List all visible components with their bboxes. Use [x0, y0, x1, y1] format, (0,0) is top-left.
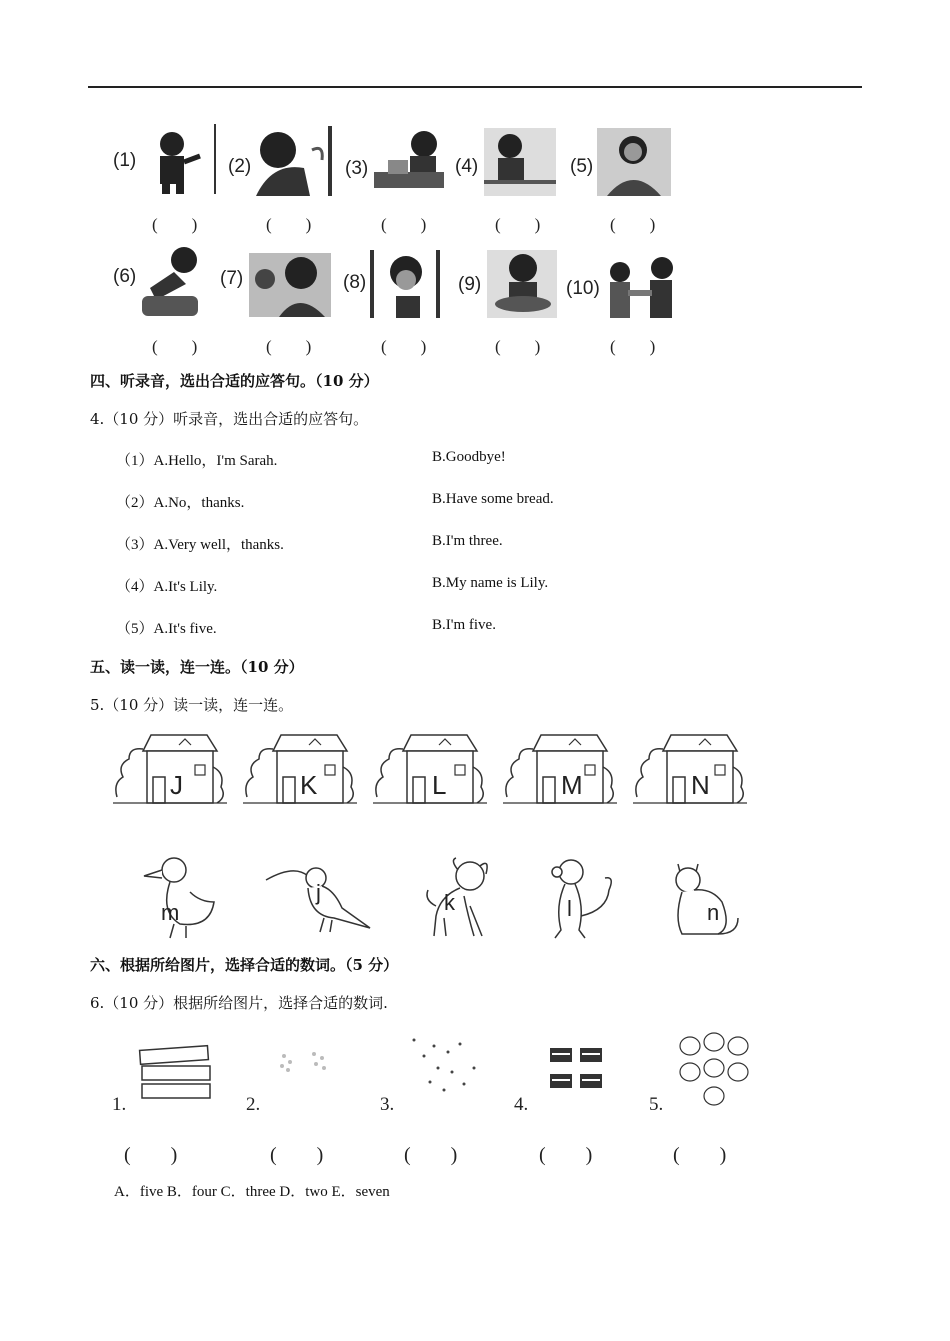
girl-with-plate-picture: [487, 250, 557, 318]
question-5: 5.（10 分）读一读，连一连。: [90, 696, 294, 714]
animal-letter-l[interactable]: l: [567, 896, 572, 921]
pic-label-5: (5): [570, 156, 594, 177]
option-a[interactable]: （4）A.It's Lily.: [116, 579, 218, 595]
answer-blank[interactable]: ( ): [610, 215, 656, 234]
house-letter-l[interactable]: L: [432, 770, 447, 800]
pic-label-8: (8): [343, 272, 367, 293]
pic-label-6: (6): [113, 266, 137, 287]
monkey-picture: [545, 856, 617, 940]
answer-blank[interactable]: ( ): [381, 215, 427, 234]
answer-blank[interactable]: ( ): [673, 1144, 727, 1166]
boy-waving-picture: [249, 253, 331, 317]
boy-at-desk-picture: [374, 128, 456, 196]
picture-number-4: 4.: [514, 1094, 529, 1115]
question-4: 4.（10 分）听录音，选出合适的应答句。: [90, 410, 369, 428]
pic-label-3: (3): [345, 158, 369, 179]
rulers-picture: [138, 1044, 212, 1106]
girl-sitting-picture: [484, 128, 556, 196]
pic-label-2: (2): [228, 156, 252, 177]
section-6-heading: 六、根据所给图片，选择合适的数词。（5 分）: [90, 956, 399, 974]
answer-options: A．five B．four C．three D．two E．seven: [114, 1184, 390, 1200]
boy-bending-picture: [134, 244, 206, 320]
animal-letter-j[interactable]: j: [316, 880, 321, 905]
answer-blank[interactable]: ( ): [266, 215, 312, 234]
picture-number-1: 1.: [112, 1094, 127, 1115]
answer-blank[interactable]: ( ): [495, 215, 541, 234]
answer-blank[interactable]: ( ): [152, 337, 198, 356]
boy-turning-picture: [252, 126, 334, 196]
seven-balloons-picture: [676, 1032, 752, 1110]
dog-picture: [420, 856, 500, 940]
answer-blank[interactable]: ( ): [124, 1144, 178, 1166]
answer-blank[interactable]: ( ): [404, 1144, 458, 1166]
section-4-heading: 四、听录音，选出合适的应答句。（10 分）: [90, 372, 379, 390]
pic-label-1: (1): [113, 150, 137, 171]
animal-letter-m[interactable]: m: [161, 900, 180, 925]
cat-picture: [668, 858, 742, 938]
answer-blank[interactable]: ( ): [381, 337, 427, 356]
option-b[interactable]: B.I'm five.: [432, 617, 496, 633]
option-a[interactable]: （5）A.It's five.: [116, 621, 217, 637]
question-6: 6.（10 分）根据所给图片，选择合适的数词.: [90, 994, 388, 1012]
animal-letter-k[interactable]: k: [444, 890, 455, 915]
pic-label-10: (10): [566, 278, 600, 299]
option-a[interactable]: （1）A.Hello，I'm Sarah.: [116, 453, 278, 469]
section-5-heading: 五、读一读，连一连。（10 分）: [90, 658, 304, 676]
answer-blank[interactable]: ( ): [270, 1144, 324, 1166]
header-rule: [88, 86, 862, 88]
house-letter-j[interactable]: J: [170, 770, 183, 800]
boy-writing-picture: [150, 126, 210, 194]
answer-blank[interactable]: ( ): [539, 1144, 593, 1166]
house-picture: [633, 727, 747, 807]
house-letter-m[interactable]: M: [561, 770, 583, 800]
option-b[interactable]: B.Goodbye!: [432, 449, 506, 465]
option-b[interactable]: B.Have some bread.: [432, 491, 554, 507]
four-cakes-picture: [546, 1040, 606, 1094]
picture-number-5: 5.: [649, 1094, 664, 1115]
dotted-shapes-picture: [404, 1032, 484, 1096]
option-b[interactable]: B.My name is Lily.: [432, 575, 549, 591]
option-a[interactable]: （2）A.No，thanks.: [116, 495, 245, 511]
duck-picture: [140, 852, 220, 940]
faint-objects-picture: [270, 1040, 340, 1084]
picture-number-3: 3.: [380, 1094, 395, 1115]
answer-blank[interactable]: ( ): [610, 337, 656, 356]
option-b[interactable]: B.I'm three.: [432, 533, 503, 549]
house-picture: [503, 727, 617, 807]
option-a[interactable]: （3）A.Very well，thanks.: [116, 537, 284, 553]
animal-letter-n[interactable]: n: [707, 900, 720, 925]
board-line: [214, 124, 218, 194]
pic-label-4: (4): [455, 156, 479, 177]
house-letter-k[interactable]: K: [300, 770, 318, 800]
pic-label-7: (7): [220, 268, 244, 289]
boy-glasses-picture: [370, 250, 440, 318]
house-picture: [373, 727, 487, 807]
two-people-picture: [604, 254, 676, 318]
picture-number-2: 2.: [246, 1094, 261, 1115]
answer-blank[interactable]: ( ): [266, 337, 312, 356]
answer-blank[interactable]: ( ): [152, 215, 198, 234]
pic-label-9: (9): [458, 274, 482, 295]
house-letter-n[interactable]: N: [691, 770, 710, 800]
girl-portrait-picture: [597, 128, 671, 196]
answer-blank[interactable]: ( ): [495, 337, 541, 356]
